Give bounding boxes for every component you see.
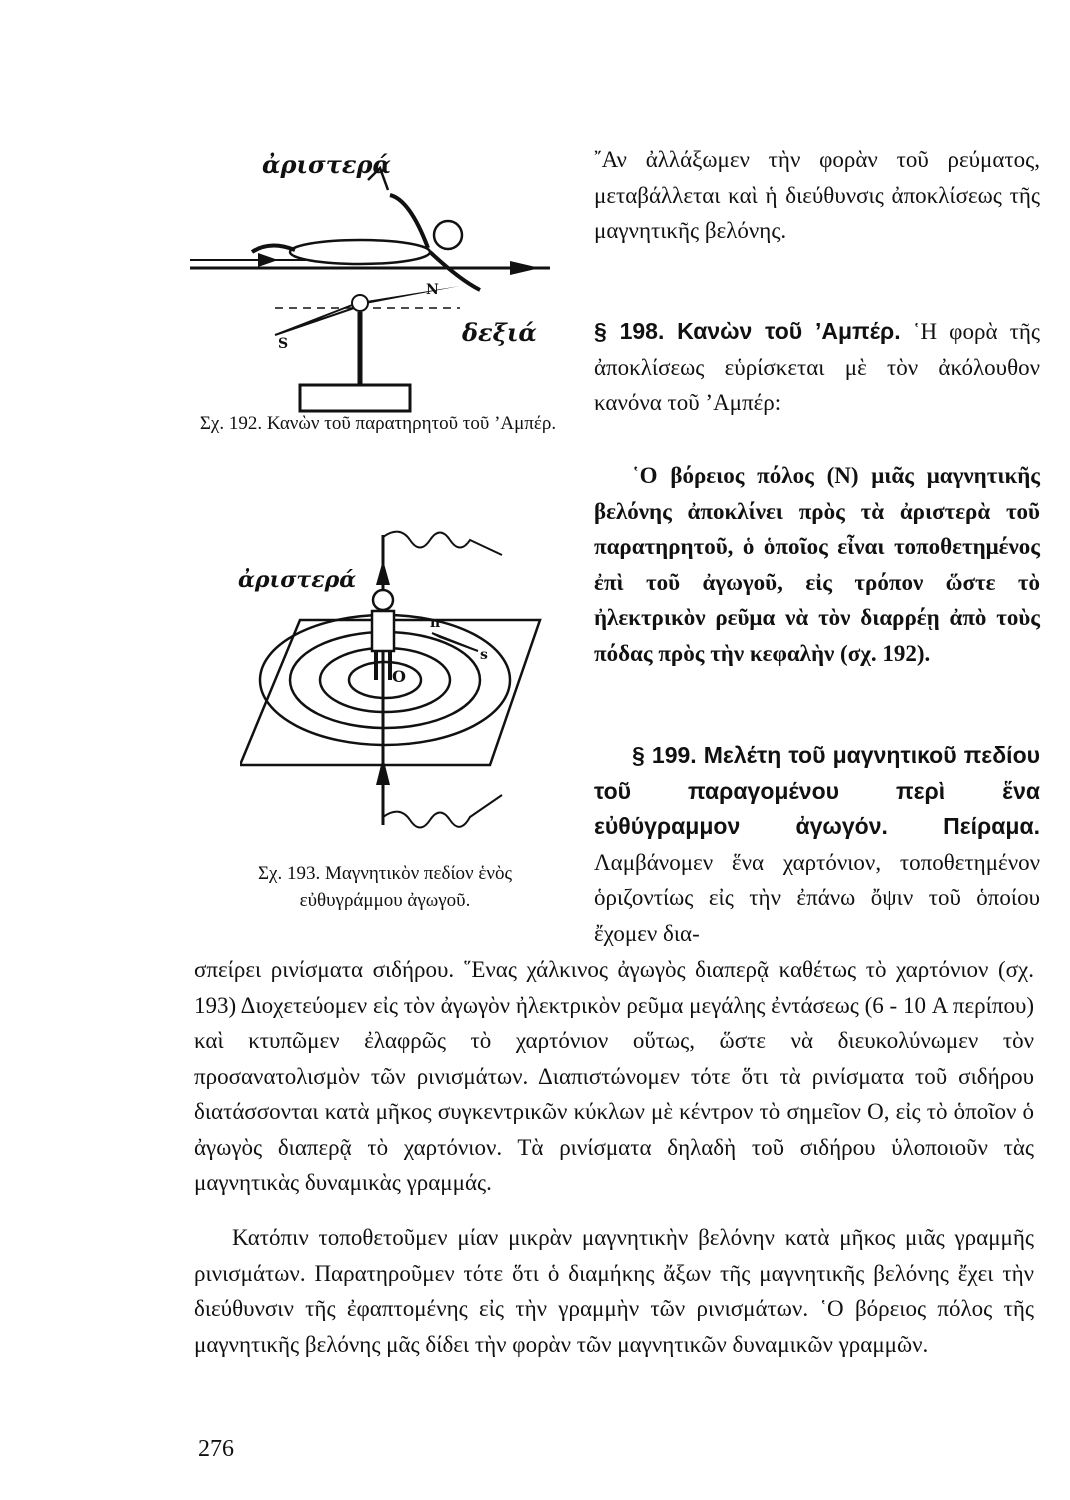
figure-192 xyxy=(190,140,570,430)
section-199 xyxy=(594,738,1040,951)
ampere-rule-paragraph: ῾Ο βόρειος πόλος (Ν) μιᾶς μαγνητικῆς βελόνης ἀποκλίνει πρὸς τὰ ἀριστερὰ τοῦ παρατηρητοῦ, ὁ ὁποῖος εἶναι τοποθετημένος ἐπὶ τοῦ ἀγωγοῦ, εἰς τρόπον ὥστε τὸ ἠλεκτρικὸν ρεῦμα νὰ τὸν διαρρέῃ ἀπὸ τοὺς πόδας πρὸς τὴν κεφαλὴν (σχ. 192). xyxy=(594,463,1040,666)
figure-193 xyxy=(240,525,560,845)
section-198-heading: § 198. Κανὼν τοῦ ’Αμπέρ. xyxy=(594,318,901,344)
figure-193-label-left: ἀριστερά xyxy=(238,567,357,593)
page-number: 276 xyxy=(198,1436,234,1462)
body-paragraph-1: σπείρει ρινίσματα σιδήρου. ῞Ενας χάλκινος ἀγωγὸς διαπερᾷ καθέτως τὸ χαρτόνιον (σχ. 193) Διοχετεύομεν εἰς τὸν ἀγωγὸν ἠλεκτρικὸν ρεῦμα μεγάλης ἐντάσεως (6 - 10 A περίπου) καὶ κτυπῶμεν ἐλαφρῶς τὸ χαρτόνιον οὕτως, ὥστε νὰ διευκολύνωμεν τὸν προσανατολισμὸν τῶν ρινισμάτων. Διαπιστώνομεν τότε ὅτι τὰ ρινίσματα τοῦ σιδήρου διατάσσονται κατὰ μῆκος συγκεντρικῶν κύκλων μὲ κέντρον τὸ σημεῖον Ο, εἰς τὸ ὁποῖον ὁ ἀγωγὸς διαπερᾷ τὸ χαρτόνιον. Τὰ ρινίσματα δηλαδὴ τοῦ σιδήρου ὑλοποιοῦν τὰς μαγνητικὰς δυναμικὰς γραμμάς. xyxy=(194,957,1034,1195)
figure-192-label-left: ἀριστερά xyxy=(262,150,391,179)
section-199-text: Λαμβάνομεν ἕνα χαρτόνιον, τοποθετημένον ὁριζοντίως εἰς τὴν ἐπάνω ὄψιν τοῦ ὁποίου ἔχομεν δια- xyxy=(594,849,1040,946)
section-199-heading: § 199. Μελέτη τοῦ μαγνητικοῦ πεδίου τοῦ παραγομένου περὶ ἕνα εὐθύγραμμον ἀγωγόν. Πείραμα. xyxy=(594,742,1040,839)
figure-193-center-o: O xyxy=(392,667,406,686)
figure-193-caption: Σχ. 193. Μαγνητικὸν πεδίον ἑνὸς εὐθυγράμμου ἀγωγοῦ. xyxy=(258,863,512,911)
figure-192-label-right: δεξιά xyxy=(462,318,537,347)
figure-192-pole-n: N xyxy=(426,282,439,298)
figure-193-pole-n: n xyxy=(430,615,441,631)
intro-paragraph: ῎Αν ἀλλάξωμεν τὴν φορὰν τοῦ ρεύματος, μεταβάλλεται καὶ ἡ διεύθυνσις ἀποκλίσεως τῆς μαγνητικῆς βελόνης. xyxy=(594,147,1040,243)
figure-192-drawing xyxy=(190,140,570,430)
section-198-text: ῾Η φορὰ τῆς ἀποκλίσεως εὑρίσκεται μὲ τὸν ἀκόλουθον κανόνα τοῦ ’Αμπέρ: xyxy=(594,319,1041,415)
figure-192-caption: Σχ. 192. Κανὼν τοῦ παρατηρητοῦ τοῦ ’Αμπέρ. xyxy=(199,413,557,434)
body-paragraph-2: Κατόπιν τοποθετοῦμεν μίαν μικρὰν μαγνητικὴν βελόνην κατὰ μῆκος μιᾶς γραμμῆς ρινισμάτων. Παρατηροῦμεν τότε ὅτι ὁ διαμήκης ἄξων τῆς μαγνητικῆς βελόνης ἔχει τὴν διεύθυνσιν τῆς ἐφαπτομένης εἰς τὴν γραμμὴν τῶν ρινισμάτων. ῾Ο βόρειος πόλος τῆς μαγνητικῆς βελόνης μᾶς δίδει τὴν φορὰν τῶν μαγνητικῶν δυναμικῶν γραμμῶν. xyxy=(194,1225,1034,1357)
figure-193-pole-s: s xyxy=(480,647,488,663)
figure-192-pole-s: S xyxy=(278,336,289,352)
section-198 xyxy=(594,314,1040,421)
